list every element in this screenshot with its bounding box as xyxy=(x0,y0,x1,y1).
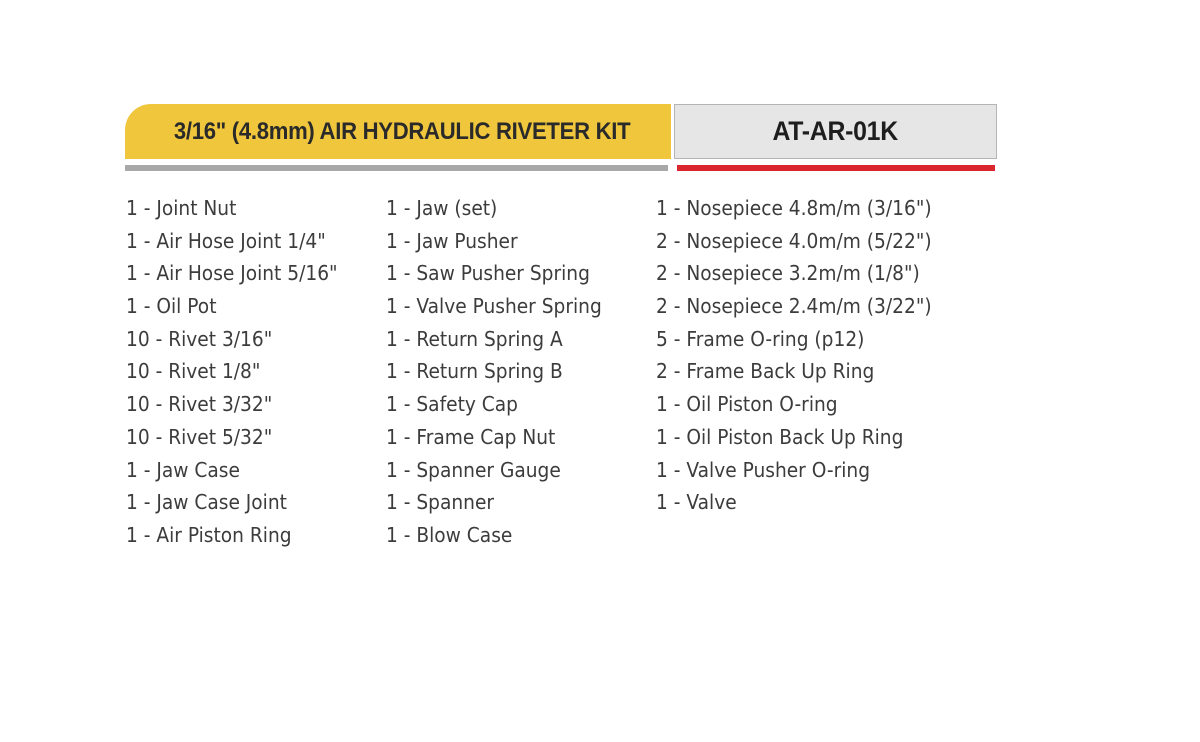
list-item: 1 - Jaw (set) xyxy=(386,196,498,220)
list-item: 1 - Oil Piston O-ring xyxy=(656,392,838,417)
kit-title: 3/16" (4.8mm) AIR HYDRAULIC RIVETER KIT xyxy=(173,117,631,145)
parts-list-column-3 xyxy=(656,192,952,519)
list-item: 1 - Joint Nut xyxy=(126,196,237,220)
list-item: 1 - Valve Pusher Spring xyxy=(386,294,602,319)
kit-header xyxy=(125,104,995,172)
list-item: 1 - Return Spring A xyxy=(386,326,563,351)
list-item: 1 - Valve Pusher O-ring xyxy=(656,457,871,482)
list-item: 1 - Air Hose Joint 1/4" xyxy=(126,228,326,253)
list-item: 1 - Blow Case xyxy=(386,522,513,547)
list-item: 1 - Jaw Case xyxy=(126,457,240,482)
list-item: 1 - Valve xyxy=(656,490,737,515)
list-item: 2 - Nosepiece 4.0m/m (5/22") xyxy=(656,228,932,253)
list-item: 1 - Spanner xyxy=(386,490,495,515)
code-underline-bar xyxy=(677,165,995,171)
list-item: 1 - Air Hose Joint 5/16" xyxy=(126,261,338,286)
list-item: 2 - Nosepiece 3.2m/m (1/8") xyxy=(656,261,920,286)
list-item: 10 - Rivet 3/16" xyxy=(126,326,273,351)
parts-list-column-1 xyxy=(126,192,354,552)
list-item: 1 - Jaw Case Joint xyxy=(126,490,287,515)
list-item: 1 - Oil Pot xyxy=(126,294,217,319)
list-item: 5 - Frame O-ring (p12) xyxy=(656,326,865,351)
list-item: 1 - Oil Piston Back Up Ring xyxy=(656,424,904,449)
title-underline-bar xyxy=(125,165,668,171)
list-item: 1 - Jaw Pusher xyxy=(386,228,518,253)
list-item: 2 - Frame Back Up Ring xyxy=(656,359,875,384)
parts-list-column-2 xyxy=(386,192,618,552)
list-item: 1 - Safety Cap xyxy=(386,392,518,417)
list-item: 1 - Air Piston Ring xyxy=(126,522,292,547)
kit-title-banner xyxy=(125,104,671,159)
kit-code-box xyxy=(674,104,997,159)
list-item: 10 - Rivet 5/32" xyxy=(126,424,273,449)
list-item: 1 - Spanner Gauge xyxy=(386,457,561,482)
list-item: 1 - Saw Pusher Spring xyxy=(386,261,590,286)
list-item: 1 - Return Spring B xyxy=(386,359,563,384)
list-item: 1 - Nosepiece 4.8m/m (3/16") xyxy=(656,196,932,220)
kit-code: AT-AR-01K xyxy=(772,116,899,146)
list-item: 2 - Nosepiece 2.4m/m (3/22") xyxy=(656,294,932,319)
list-item: 10 - Rivet 3/32" xyxy=(126,392,273,417)
list-item: 10 - Rivet 1/8" xyxy=(126,359,261,384)
list-item: 1 - Frame Cap Nut xyxy=(386,424,556,449)
